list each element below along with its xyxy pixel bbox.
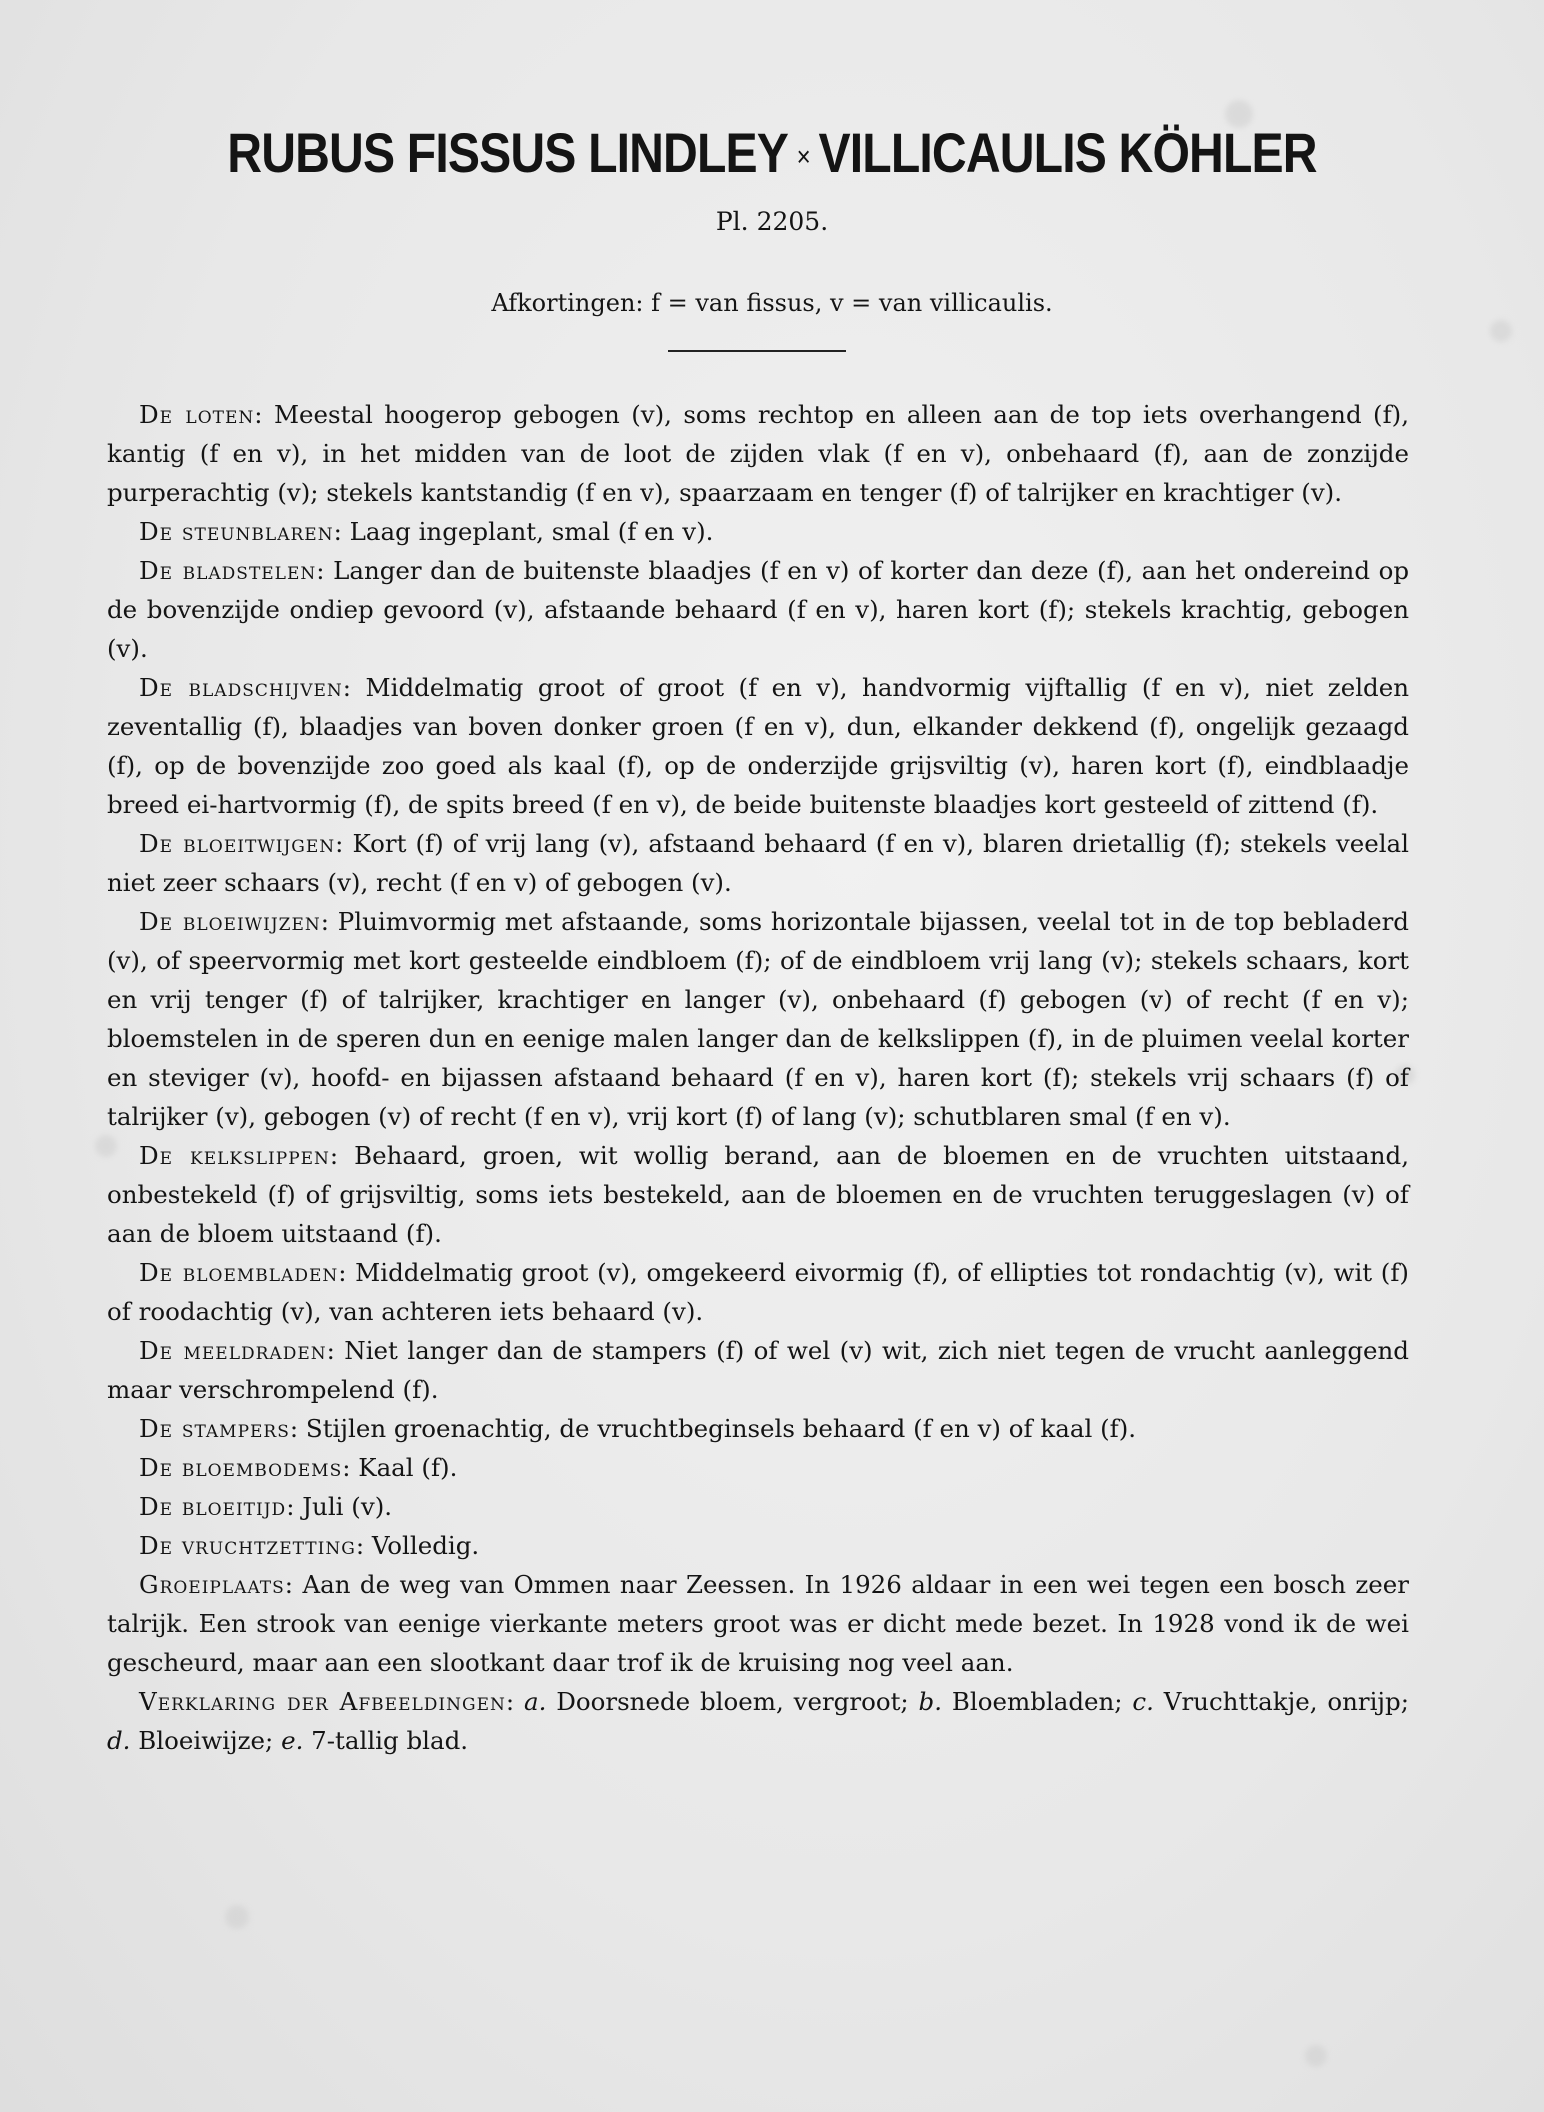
section-label: De stampers bbox=[139, 1414, 290, 1443]
section-text: Juli (v). bbox=[302, 1492, 393, 1521]
section-meeldraden: De meeldraden: Niet langer dan de stampers (f) of wel (v) wit, zich niet tegen de vrucht aanleggend maar verschrompelend (f). bbox=[107, 1336, 1409, 1404]
section-text: Middelmatig groot of groot (f en v), handvormig vijftallig (f en v), niet zelden zeventallig (f), blaadjes van boven donker groen (f en v), dun, elkander dekkend (f), ongelijk gezaagd (f), op de bovenzijde zoo goed als kaal (f), op de onderzijde grijsviltig (v), haren kort (f), eindblaadje breed ei-hartvormig (f), de spits breed (f en v), de beide buitenste blaadjes kort gesteeld of zittend (f). bbox=[107, 673, 1410, 819]
figure-letter: e. bbox=[281, 1726, 304, 1755]
section-text: Laag ingeplant, smal (f en v). bbox=[349, 517, 714, 546]
section-verklaring: Verklaring der Afbeeldingen: a. Doorsnede bloem, vergroot; b. Bloembladen; c. Vruchttakje, onrijp; d. Bloeiwijze; e. 7-tallig blad. bbox=[107, 1687, 1409, 1755]
section-loten: De loten: Meestal hoogerop gebogen (v), soms rechtop en alleen aan de top iets overhangend (f), kantig (f en v), in het midden van de loot de zijden vlak (f en v), onbehaard (f), aan de zonzijde purperachtig (v); stekels kantstandig (f en v), spaarzaam en tenger (f) of talrijker en krachtiger (v). bbox=[107, 400, 1409, 507]
section-text: Langer dan de buitenste blaadjes (f en v) of korter dan deze (f), aan het ondereind op de bovenzijde ondiep gevoord (v), afstaande behaard (f en v), haren kort (f); stekels krachtig, gebogen (v). bbox=[107, 556, 1410, 663]
title-part-1: RUBUS FISSUS LINDLEY bbox=[227, 121, 789, 184]
plate-number: Pl. 2205. bbox=[715, 207, 829, 236]
section-text: Volledig. bbox=[371, 1531, 480, 1560]
section-label: De kelkslippen bbox=[139, 1141, 330, 1170]
section-kelkslippen: De kelkslippen: Behaard, groen, wit wollig berand, aan de bloemen en de vruchten uitstaand, onbestekeld (f) of grijsviltig, soms iets bestekeld, aan de bloemen en de vruchten teruggeslagen (v) of aan de bloem uitstaand (f). bbox=[107, 1141, 1409, 1248]
section-bladschijven: De bladschijven: Middelmatig groot of groot (f en v), handvormig vijftallig (f en v), niet zelden zeventallig (f), blaadjes van boven donker groen (f en v), dun, elkander dekkend (f), ongelijk gezaagd (f), op de bovenzijde zoo goed als kaal (f), op de onderzijde grijsviltig (v), haren kort (f), eindblaadje breed ei-hartvormig (f), de spits breed (f en v), de beide buitenste blaadjes kort gesteeld of zittend (f). bbox=[107, 673, 1410, 819]
section-label: De meeldraden bbox=[139, 1336, 327, 1365]
figure-letter: d. bbox=[107, 1726, 131, 1755]
section-text: Kaal (f). bbox=[358, 1453, 458, 1482]
section-bloeiwijzen: De bloeiwijzen: Pluimvormig met afstaande, soms horizontale bijassen, veelal tot in de top bebladerd (v), of speervormig met kort gesteelde eindbloem (f); of de eindbloem vrij lang (v); stekels schaars, kort en vrij tenger (f) of talrijker, krachtiger en langer (v), onbehaard (f) gebogen (v) of recht (f en v); bloemstelen in de speren dun en eenige malen langer dan de kelkslippen (f), in de pluimen veelal korter en steviger (v), hoofd- en bijassen afstaand behaard (f en v), haren kort (f); stekels vrij schaars (f) of talrijker (v), gebogen (v) of recht (f en v), vrij kort (f) of lang (v); schutblaren smal (f en v). bbox=[107, 907, 1409, 1131]
section-label: De loten bbox=[139, 400, 255, 429]
section-text: Aan de weg van Ommen naar Zeessen. In 1926 aldaar in een wei tegen een bosch zeer talrijk. Een strook van eenige vierkante meters groot was er dicht mede bezet. In 1928 vond ik de wei gescheurd, maar aan een slootkant daar trof ik de kruising nog veel aan. bbox=[107, 1570, 1409, 1677]
paper-blemish bbox=[1490, 320, 1512, 342]
paper-blemish bbox=[225, 1905, 249, 1929]
section-label: De bloeitwijgen bbox=[139, 829, 336, 858]
section-text: Kort (f) of vrij lang (v), afstaand behaard (f en v), blaren drietallig (f); stekels veelal niet zeer schaars (v), recht (f en v) of gebogen (v). bbox=[107, 829, 1409, 897]
section-stampers: De stampers: Stijlen groenachtig, de vruchtbeginsels behaard (f en v) of kaal (f). bbox=[139, 1414, 1137, 1443]
figure-text: Vruchttakje, onrijp; bbox=[1163, 1687, 1409, 1716]
figure-text: Bloembladen; bbox=[951, 1687, 1123, 1716]
figure-letter: b. bbox=[918, 1687, 943, 1716]
section-bloeitijd: De bloeitijd: Juli (v). bbox=[139, 1492, 393, 1521]
figure-text: Doorsnede bloem, vergroot; bbox=[556, 1687, 909, 1716]
section-label: De bladschijven bbox=[139, 673, 343, 702]
section-text: Stijlen groenachtig, de vruchtbeginsels behaard (f en v) of kaal (f). bbox=[305, 1414, 1137, 1443]
paper-blemish bbox=[1305, 2045, 1327, 2067]
hybrid-cross-sign: × bbox=[796, 141, 810, 173]
title-part-2: VILLICAULIS KÖHLER bbox=[818, 121, 1317, 184]
section-text: Pluimvormig met afstaande, soms horizontale bijassen, veelal tot in de top bebladerd (v), of speervormig met kort gesteelde eindbloem (f); of de eindbloem vrij lang (v); stekels schaars, kort en vrij tenger (f) of talrijker, krachtiger en langer (v), onbehaard (f) gebogen (v) of recht (f en v); bloemstelen in de speren dun en eenige malen langer dan de kelkslippen (f), in de pluimen veelal korter en steviger (v), hoofd- en bijassen afstaand behaard (f en v), haren kort (f); stekels vrij schaars (f) of talrijker (v), gebogen (v) of recht (f en v), vrij kort (f) of lang (v); schutblaren smal (f en v). bbox=[107, 907, 1409, 1131]
section-text: Behaard, groen, wit wollig berand, aan de bloemen en de vruchten uitstaand, onbestekeld (f) of grijsviltig, soms iets bestekeld, aan de bloemen en de vruchten teruggeslagen (v) of aan de bloem uitstaand (f). bbox=[107, 1141, 1409, 1248]
figure-text: Bloeiwijze; bbox=[138, 1726, 274, 1755]
section-bloembodems: De bloembodems: Kaal (f). bbox=[139, 1453, 458, 1482]
page-title bbox=[108, 120, 1436, 185]
section-label: De steunblaren bbox=[139, 517, 334, 546]
section-label: De vruchtzetting bbox=[139, 1531, 356, 1560]
section-text: Meestal hoogerop gebogen (v), soms rechtop en alleen aan de top iets overhangend (f), kantig (f en v), in het midden van de loot de zijden vlak (f en v), onbehaard (f), aan de zonzijde purperachtig (v); stekels kantstandig (f en v), spaarzaam en tenger (f) of talrijker en krachtiger (v). bbox=[107, 400, 1409, 507]
abbreviations-line: Afkortingen: f = van fissus, v = van villicaulis. bbox=[491, 289, 1053, 317]
divider-rule bbox=[668, 350, 846, 352]
section-label: Groeiplaats bbox=[139, 1570, 285, 1599]
description-body bbox=[107, 395, 1409, 1760]
section-vruchtzetting: De vruchtzetting: Volledig. bbox=[139, 1531, 480, 1560]
section-text: Niet langer dan de stampers (f) of wel (v) wit, zich niet tegen de vrucht aanleggend maar verschrompelend (f). bbox=[107, 1336, 1409, 1404]
section-groeiplaats: Groeiplaats: Aan de weg van Ommen naar Zeessen. In 1926 aldaar in een wei tegen een bosch zeer talrijk. Een strook van eenige vierkante meters groot was er dicht mede bezet. In 1928 vond ik de wei gescheurd, maar aan een slootkant daar trof ik de kruising nog veel aan. bbox=[107, 1570, 1409, 1677]
figure-text: 7-tallig blad. bbox=[311, 1726, 469, 1755]
figure-letter: c. bbox=[1132, 1687, 1154, 1716]
section-steunblaren: De steunblaren: Laag ingeplant, smal (f en v). bbox=[139, 517, 714, 546]
section-label: De bloembodems bbox=[139, 1453, 343, 1482]
section-label: De bladstelen bbox=[139, 556, 317, 585]
section-label: De bloeiwijzen bbox=[139, 907, 321, 936]
section-label: De bloeitijd bbox=[139, 1492, 287, 1521]
figure-letter: a. bbox=[523, 1687, 547, 1716]
section-bladstelen: De bladstelen: Langer dan de buitenste blaadjes (f en v) of korter dan deze (f), aan het ondereind op de bovenzijde ondiep gevoord (v), afstaande behaard (f en v), haren kort (f); stekels krachtig, gebogen (v). bbox=[107, 556, 1410, 663]
section-bloeitwijgen: De bloeitwijgen: Kort (f) of vrij lang (v), afstaand behaard (f en v), blaren drietallig (f); stekels veelal niet zeer schaars (v), recht (f en v) of gebogen (v). bbox=[107, 829, 1409, 897]
section-label: De bloembladen bbox=[139, 1258, 339, 1287]
explanation-label: Verklaring der Afbeeldingen bbox=[139, 1687, 506, 1716]
section-text: Middelmatig groot (v), omgekeerd eivormig (f), of ellipties tot rondachtig (v), wit (f) of roodachtig (v), van achteren iets behaard (v). bbox=[107, 1258, 1409, 1326]
section-bloembladen: De bloembladen: Middelmatig groot (v), omgekeerd eivormig (f), of ellipties tot rondachtig (v), wit (f) of roodachtig (v), van achteren iets behaard (v). bbox=[107, 1258, 1409, 1326]
